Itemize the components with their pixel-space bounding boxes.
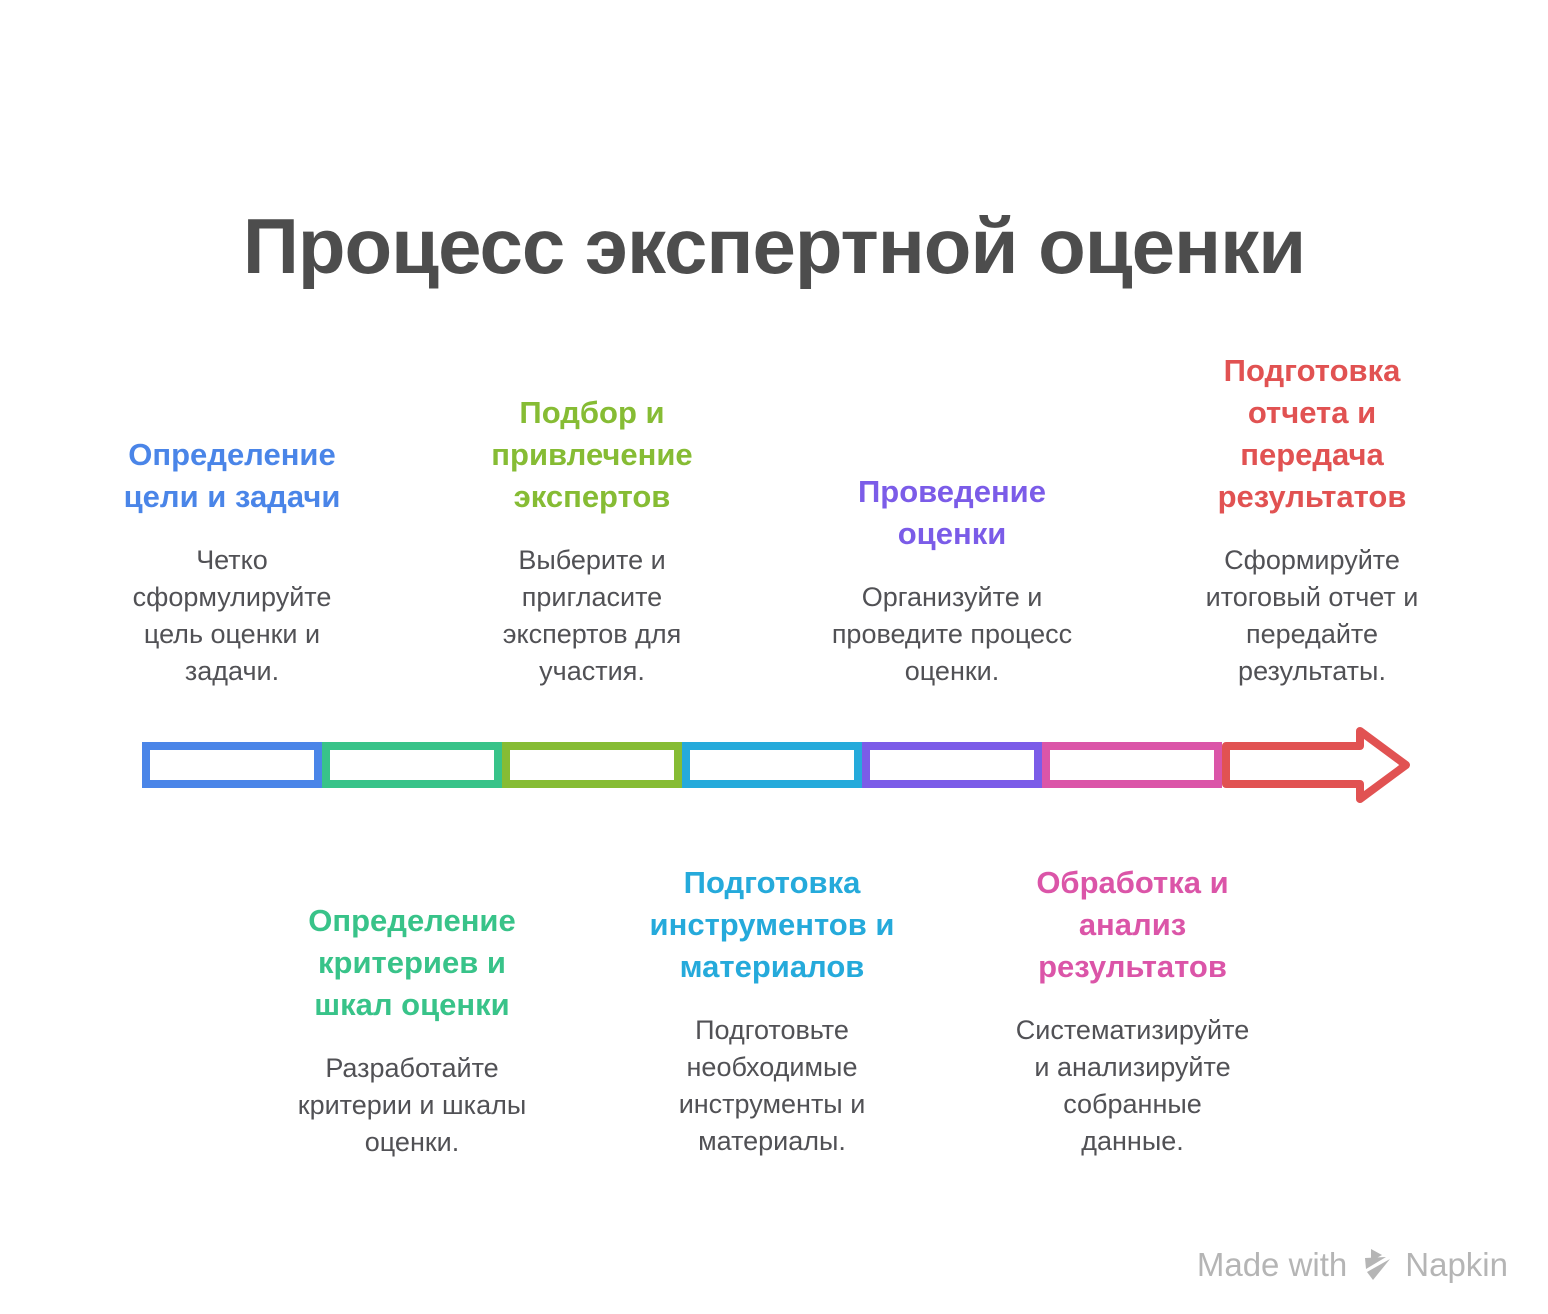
step-3-body: Выберите и пригласите экспертов для участия. <box>502 545 682 686</box>
watermark-brand: Napkin <box>1405 1246 1508 1283</box>
page-title: Процесс экспертной оценки <box>242 202 1306 291</box>
napkin-logo-icon <box>1357 1246 1395 1284</box>
step-6-heading: Обработка и анализ результатов <box>1036 865 1229 984</box>
step-4-heading: Подготовка инструментов и материалов <box>649 865 895 984</box>
step-3-heading: Подбор и привлечение экспертов <box>491 395 693 514</box>
step-2-heading: Определение критериев и шкал оценки <box>308 903 516 1022</box>
step-7 <box>1192 350 1432 690</box>
step-3 <box>477 392 707 690</box>
timeline-segment-1 <box>146 746 318 784</box>
timeline-segment-7-arrowhead-icon <box>1226 731 1406 799</box>
step-5-heading: Проведение оценки <box>858 474 1046 551</box>
step-2 <box>287 900 537 1161</box>
timeline-segment-6 <box>1046 746 1218 784</box>
watermark <box>1197 1246 1508 1284</box>
step-1-heading: Определение цели и задачи <box>123 437 341 514</box>
timeline-segment-2 <box>326 746 498 784</box>
step-6 <box>1010 862 1255 1160</box>
timeline-arrow <box>0 700 1548 820</box>
timeline-segment-3 <box>506 746 678 784</box>
step-1-body: Четко сформулируйте цель оценки и задачи. <box>132 545 332 686</box>
step-2-body: Разработайте критерии и шкалы оценки. <box>297 1053 527 1157</box>
step-6-body: Систематизируйте и анализируйте собранные данные. <box>1015 1015 1250 1156</box>
step-7-heading: Подготовка отчета и передача результатов <box>1217 353 1407 514</box>
step-5-body: Организуйте и проведите процесс оценки. <box>831 582 1073 686</box>
step-7-body: Сформируйте итоговый отчет и передайте результаты. <box>1205 545 1419 686</box>
step-4 <box>632 862 912 1160</box>
watermark-text: Made with <box>1196 1246 1348 1283</box>
step-4-body: Подготовьте необходимые инструменты и материалы. <box>678 1015 866 1156</box>
step-1 <box>107 434 357 690</box>
step-5 <box>817 471 1087 690</box>
timeline-segment-4 <box>686 746 858 784</box>
timeline-segment-5 <box>866 746 1038 784</box>
